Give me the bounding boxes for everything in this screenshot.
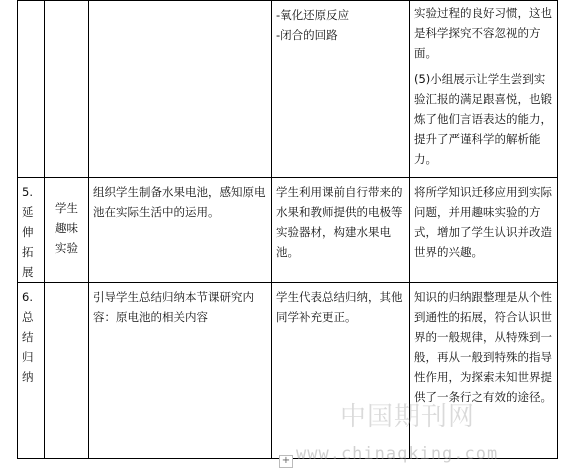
stage-name-char: 展: [22, 265, 34, 279]
design-intent-text: 知识的归纳跟整理是从个性到通性的拓展，符合认识世界的一般规律，从特殊到一般，再从一般到特殊的指导性作用，为探索未知世界提供了一条行之有效的途径。: [414, 290, 552, 404]
lesson-plan-table: [17, 0, 558, 459]
table-row: [18, 283, 558, 459]
teacher-activity-text: 组织学生制备水果电池，感知原电池在实际生活中的运用。: [93, 185, 266, 219]
stage-cell: [18, 283, 45, 459]
design-intent-text: 将所学知识迁移应用到实际问题，并用趣味实验的方式，增加了学生认识并改造世界的兴趣。: [414, 185, 552, 259]
teacher-activity-cell: [89, 1, 272, 178]
method-cell: [45, 1, 89, 178]
method-text: 学生: [55, 201, 78, 215]
stage-name-char: 纳: [22, 370, 34, 384]
student-activity-cell: [272, 178, 410, 283]
teacher-activity-cell: [89, 283, 272, 459]
stage-cell: [18, 178, 45, 283]
student-activity-text: 学生利用课前自行带来的水果和教师提供的电极等实验器材，构建水果电池。: [276, 185, 403, 259]
site-watermark-url: www.chinaqking.com: [296, 444, 499, 464]
stage-cell: [18, 1, 45, 178]
student-activity-text: 学生代表总结归纳，其他同学补充更正。: [276, 290, 403, 324]
content-line: -氧化还原反应: [276, 8, 350, 22]
stage-name-char: 归: [22, 350, 34, 364]
stage-number: 5.: [22, 185, 33, 199]
teacher-activity-text: 引导学生总结归纳本节课研究内容：原电池的相关内容: [93, 290, 254, 324]
content-cell: [272, 1, 410, 178]
design-intent-text: 实验过程的良好习惯，这也是科学探究不容忽视的方面。: [414, 6, 552, 60]
method-cell: [45, 178, 89, 283]
stage-name-char: 总: [22, 310, 34, 324]
site-watermark: 中国期刊网: [340, 402, 476, 432]
table-row: [18, 178, 558, 283]
design-intent-cell: [410, 178, 558, 283]
method-text: 趣味: [55, 221, 78, 235]
method-cell: [45, 283, 89, 459]
stage-name-char: 延: [22, 205, 34, 219]
content-line: -闭合的回路: [276, 28, 338, 42]
stage-name-char: 伸: [22, 225, 34, 239]
stage-name-char: 拓: [22, 245, 34, 259]
teacher-activity-cell: [89, 178, 272, 283]
design-intent-text: (5)小组展示让学生尝到实验汇报的满足跟喜悦，也锻炼了他们言语表达的能力，提升了严谨科学的解析能力。: [414, 72, 552, 166]
stage-name-char: 结: [22, 330, 34, 344]
method-text: 实验: [55, 241, 78, 255]
table-row: [18, 1, 558, 178]
table-add-row-handle[interactable]: +: [279, 455, 293, 468]
design-intent-cell: [410, 1, 558, 178]
stage-number: 6.: [22, 290, 33, 304]
